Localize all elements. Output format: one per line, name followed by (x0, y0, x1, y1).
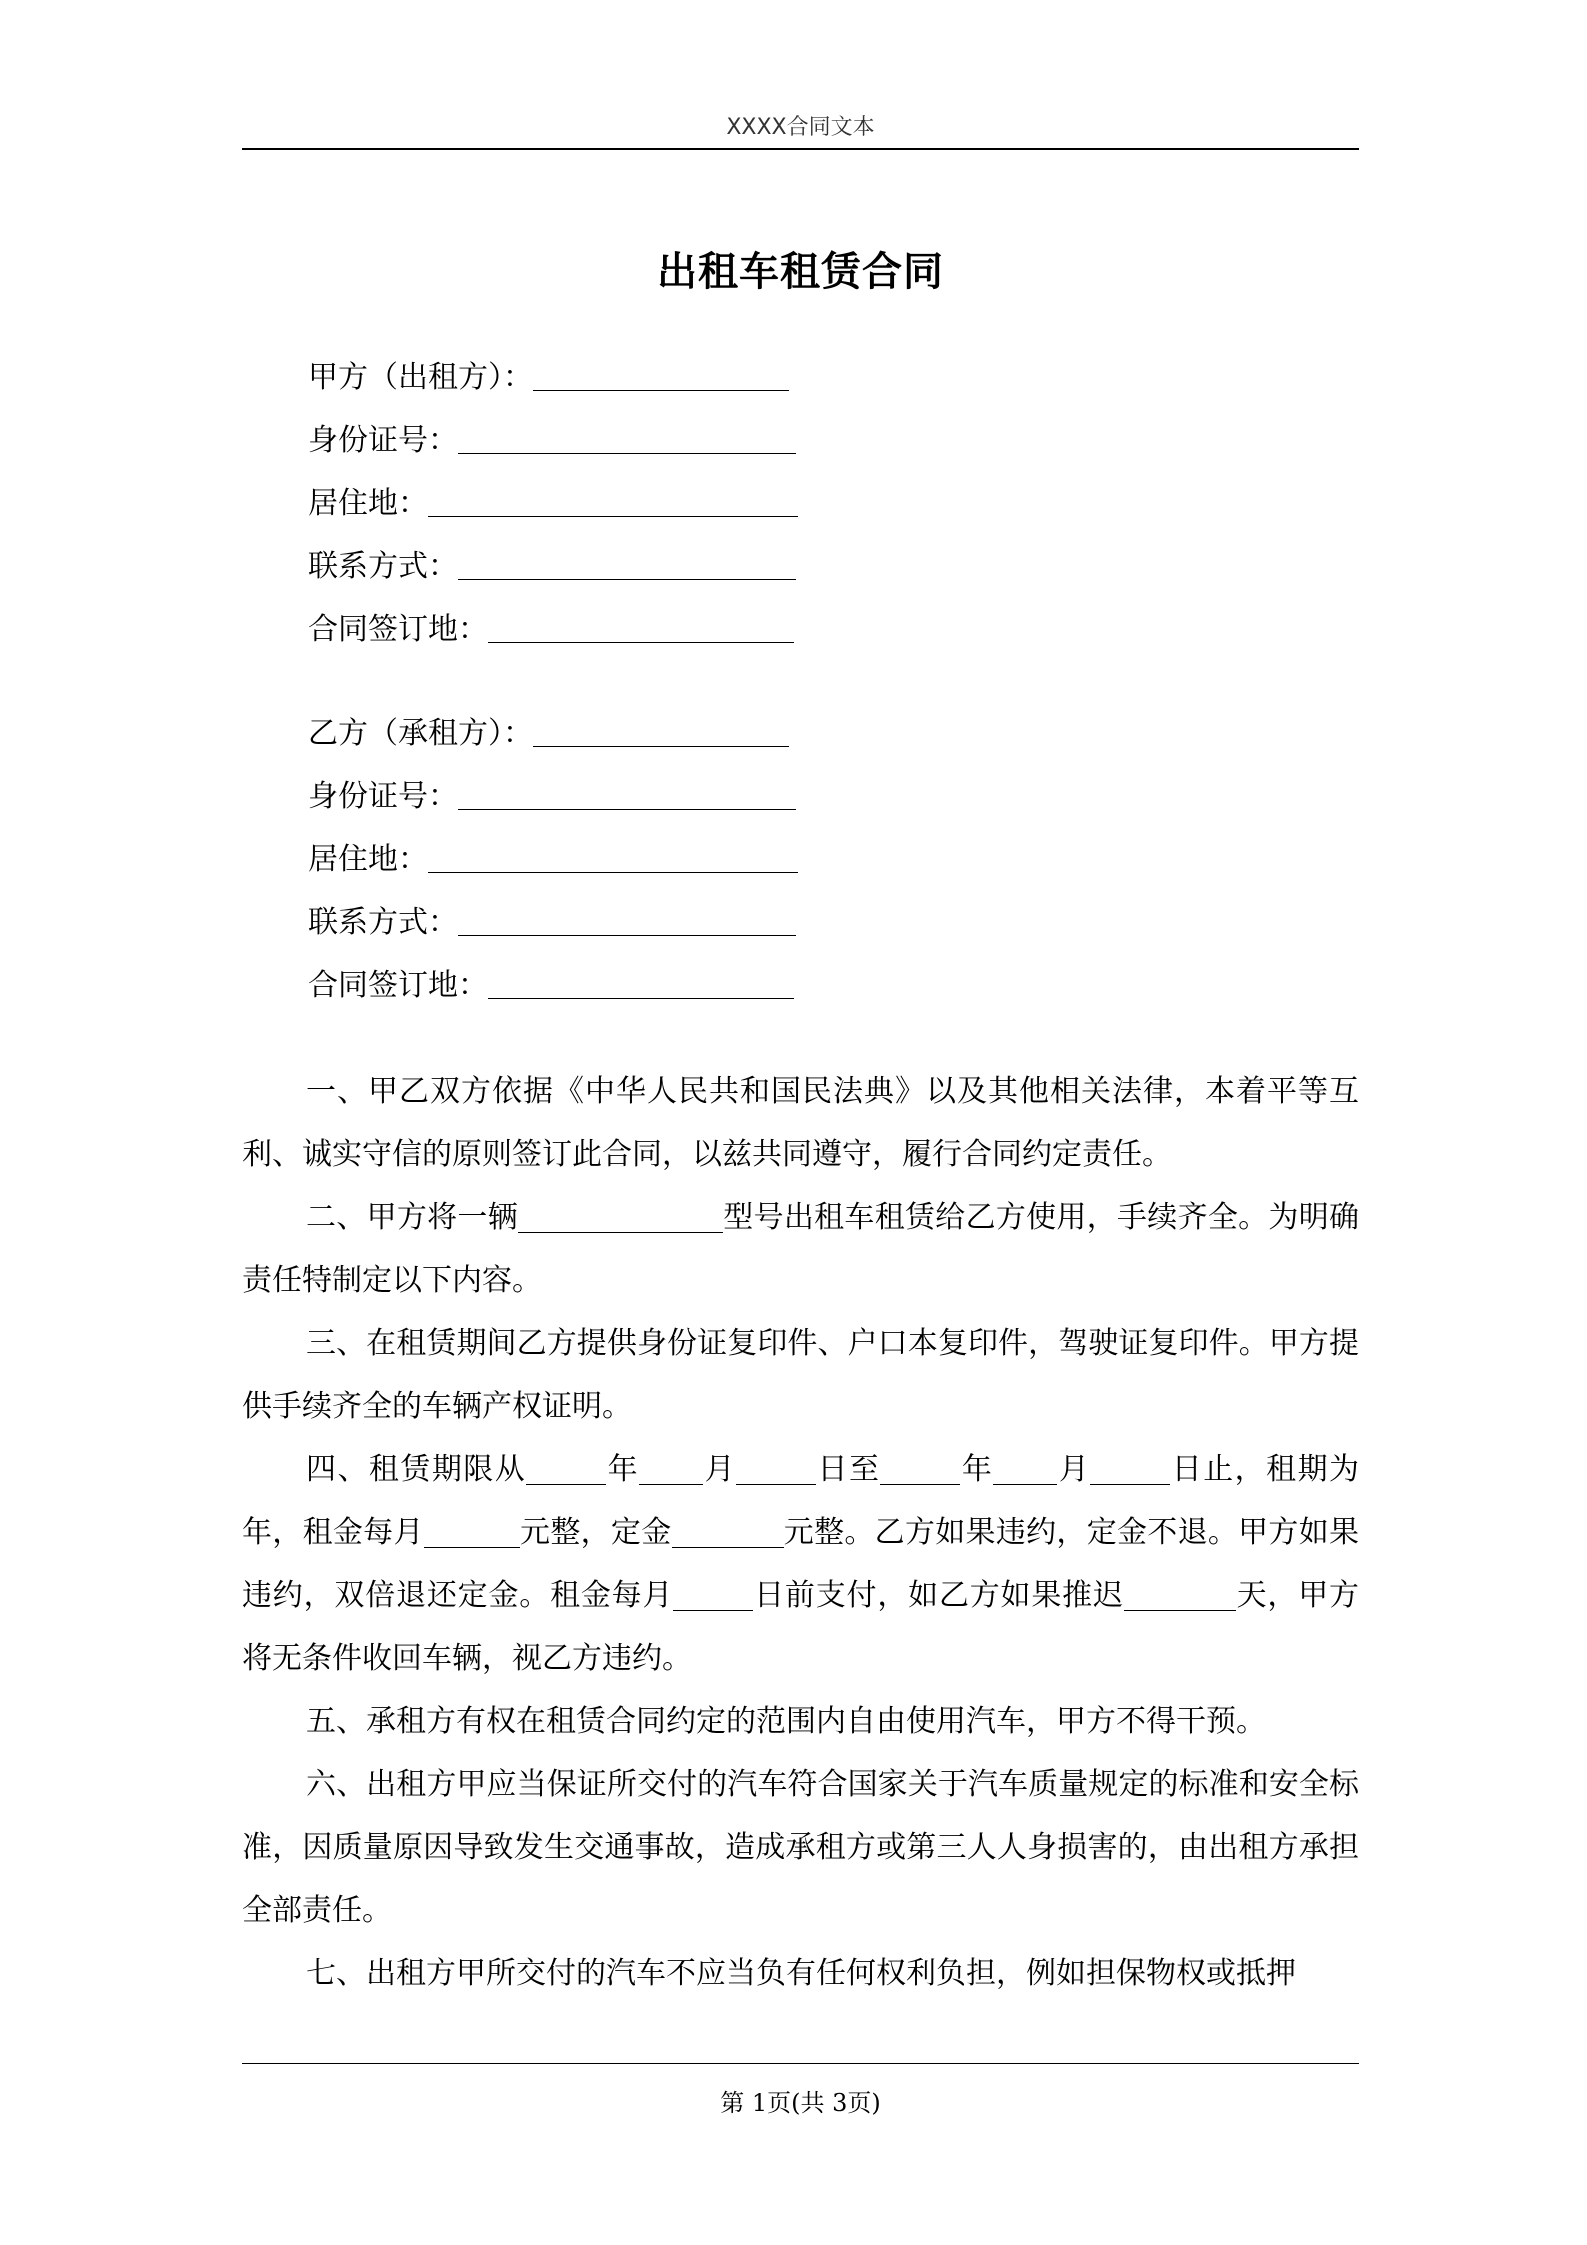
clause-4-text-11: 天，甲方将无条件收回车辆，视乙方违约。 (242, 1578, 1360, 1676)
clause-2 (242, 1186, 1359, 1312)
party-b-contact-field (308, 901, 796, 945)
clause-7: 七、出租方甲所交付的汽车不应当负有任何权利负担，例如担保物权或抵押 (306, 1956, 1296, 1991)
party-a-address-field (308, 482, 798, 526)
party-a-signing-place-label: 合同签订地： (308, 612, 488, 647)
party-a-name-field (308, 356, 789, 400)
start-day-blank[interactable] (736, 1454, 816, 1485)
party-b-address-label: 居住地： (308, 842, 428, 877)
clause-4-text-2: 年 (606, 1452, 640, 1487)
end-month-blank[interactable] (993, 1454, 1057, 1485)
clause-2-text-a: 二、甲方将一辆 (306, 1200, 518, 1235)
party-b-signing-place-field (308, 964, 794, 1008)
party-a-id-field (308, 419, 796, 463)
party-b-signing-place-label: 合同签订地： (308, 968, 488, 1003)
party-a-signing-place-blank[interactable] (488, 642, 794, 643)
delay-days-blank[interactable] (1124, 1580, 1236, 1611)
party-a-address-blank[interactable] (428, 516, 798, 517)
party-b-id-blank[interactable] (458, 809, 796, 810)
end-day-blank[interactable] (1090, 1454, 1170, 1485)
party-a-name-blank[interactable] (533, 390, 789, 391)
deposit-blank[interactable] (672, 1517, 784, 1548)
party-b-contact-blank[interactable] (458, 935, 796, 936)
clause-1: 一、甲乙双方依据《中华人民共和国民法典》以及其他相关法律，本着平等互利、诚实守信的原则签订此合同，以兹共同遵守，履行合同约定责任。 (242, 1074, 1359, 1172)
clause-4-text-5: 年 (960, 1452, 994, 1487)
party-b-address-blank[interactable] (428, 872, 798, 873)
party-a-contact-label: 联系方式： (308, 549, 458, 584)
clause-4-text-9: 元整。乙方如果违约，定金不退。甲方如果违约，双倍退还定金。租金每月 (242, 1515, 1360, 1613)
clause-4-text-3: 月 (703, 1452, 737, 1487)
clause-6: 六、出租方甲应当保证所交付的汽车符合国家关于汽车质量规定的标准和安全标准，因质量原因导致发生交通事故，造成承租方或第三人人身损害的，由出租方承担全部责任。 (242, 1767, 1359, 1928)
party-b-id-label: 身份证号： (308, 779, 458, 814)
end-year-blank[interactable] (880, 1454, 960, 1485)
payment-day-blank[interactable] (673, 1580, 753, 1611)
party-a-contact-blank[interactable] (458, 579, 796, 580)
clause-4 (242, 1438, 1359, 1690)
party-a-address-label: 居住地： (308, 486, 428, 521)
clause-4-text-7: 日止，租期为年，租金每月 (242, 1452, 1360, 1550)
party-b-name-field (308, 712, 789, 756)
monthly-rent-blank[interactable] (424, 1517, 520, 1548)
start-year-blank[interactable] (526, 1454, 606, 1485)
clause-4-text-4: 日至 (816, 1452, 881, 1487)
clause-5: 五、承租方有权在租赁合同约定的范围内自由使用汽车，甲方不得干预。 (306, 1704, 1266, 1739)
document-title: 出租车租赁合同 (657, 248, 944, 295)
party-b-address-field (308, 838, 798, 882)
party-b-id-field (308, 775, 796, 819)
clause-4-text-8: 元整，定金 (519, 1515, 672, 1550)
page-number: 第 1页(共 3页) (720, 2089, 881, 2117)
clause-3: 三、在租赁期间乙方提供身份证复印件、户口本复印件，驾驶证复印件。甲方提供手续齐全的车辆产权证明。 (242, 1326, 1359, 1424)
start-month-blank[interactable] (639, 1454, 703, 1485)
car-model-blank[interactable] (518, 1202, 723, 1233)
party-a-id-label: 身份证号： (308, 423, 458, 458)
contract-clauses (242, 1060, 1359, 2005)
party-b-name-label: 乙方（承租方）： (308, 716, 533, 751)
party-b-contact-label: 联系方式： (308, 905, 458, 940)
party-a-id-blank[interactable] (458, 453, 796, 454)
party-a-contact-field (308, 545, 796, 589)
header-divider (242, 148, 1359, 150)
clause-2-text-b: 型号出租车租赁给乙方使用，手续齐全。为明确责任特制定以下内容。 (242, 1200, 1359, 1298)
party-a-name-label: 甲方（出租方）： (308, 360, 533, 395)
clause-4-text-10: 日前支付，如乙方如果推迟 (753, 1578, 1124, 1613)
clause-4-text-6: 月 (1057, 1452, 1091, 1487)
clause-4-text-1: 四、租赁期限从 (306, 1452, 527, 1487)
party-b-signing-place-blank[interactable] (488, 998, 794, 999)
page-header: XXXX合同文本 (726, 115, 875, 140)
footer-divider (242, 2063, 1359, 2064)
party-b-name-blank[interactable] (533, 746, 789, 747)
party-a-signing-place-field (308, 608, 794, 652)
